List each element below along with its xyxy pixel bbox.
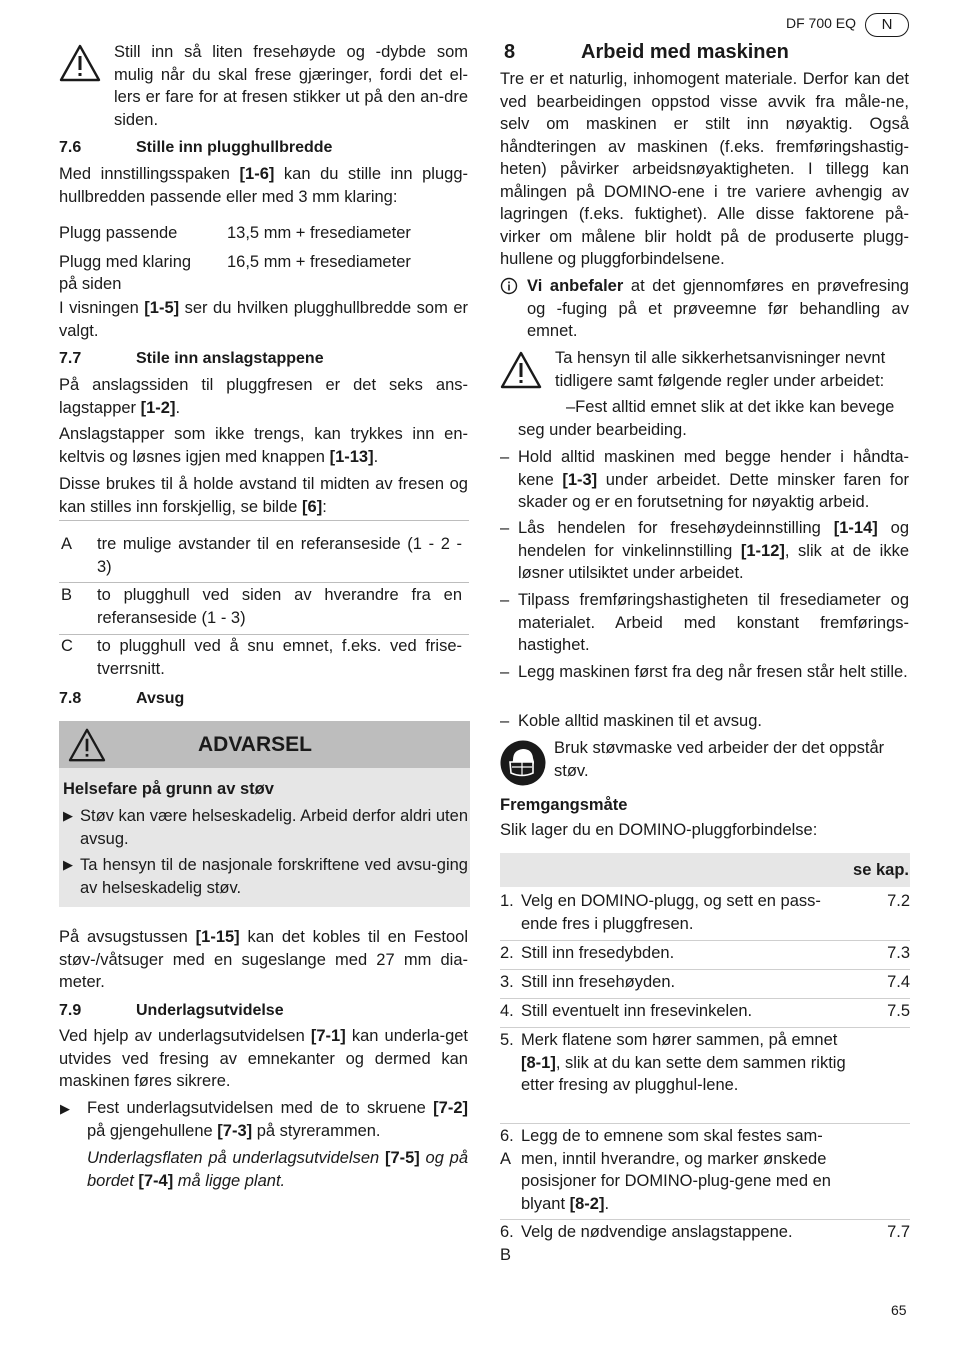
model-label: DF 700 EQ [786, 15, 857, 31]
warning-box [59, 721, 470, 907]
paragraph-7-8: På avsugstussen [1-15] kan det kobles til en Festool støv-/våtsuger med en sugeslange med 27 mm dia-meter. [59, 928, 468, 991]
warning-item: ▶ Støv kan være helseskadelig. Arbeid derfor aldri uten avsug. [63, 807, 468, 848]
spec-value-clearance: 16,5 mm + fresediameter [227, 253, 411, 271]
rule-fasten-workpiece: –Fest alltid emnet slik at det ikke kan bevege seg under bearbeiding. [518, 398, 895, 439]
triangle-bullet-icon: ▶ [63, 857, 73, 872]
warning-title: ADVARSEL [198, 733, 312, 756]
procedure-table-header [500, 853, 910, 887]
procedure-title: Fremgangsmåte [500, 796, 628, 814]
stop-options-table [59, 520, 469, 685]
dust-mask-text: Bruk støvmaske ved arbeider der det oppstår støv. [554, 739, 885, 780]
section-heading-7-6: 7.6 Stille inn plugghullbredde [59, 139, 333, 156]
spec-row-clearance: Plugg med klaring på siden [59, 253, 192, 293]
table-row: A tre mulige avstander til en referanseside (1 - 2 - 3) [59, 533, 469, 583]
paragraph-8-intro: Tre er et naturlig, inhomogent materiale. Derfor kan det ved bearbeidingen oppstod visse avvik fra måle-ne, selv om maskinen er stilt inn nøyaktig. Også håndteringen av maskinen (f.eks. fremføringshastig-heten) påvirker arbeidsnøyaktigheten. I tillegg kan målingen på DOMINO-ene i tre variere avhengig av lagringen (f.eks. fuktighet). Alle disse faktorene på-virker om målene blir holdt på de produserte plugg-hullene og pluggforbindelsene. [500, 70, 909, 268]
language-badge [865, 13, 909, 37]
dust-mask-icon [500, 740, 546, 786]
table-row: 2. Still inn fresedybden. 7.3 [500, 942, 910, 970]
paragraph-7-9: Ved hjelp av underlagsutvidelsen [7-1] kan underla-get utvides ved fresing av emnekanter og dermed kan maskinen føres sikrere. [59, 1027, 469, 1090]
safety-text: Ta hensyn til alle sikkerhetsanvisninger nevnt tidligere samt følgende regler under arbeidet: [555, 349, 886, 390]
table-row: 4. Still eventuelt inn fresevinkelen. 7.5 [500, 1000, 910, 1028]
spec-row-fit: Plugg passende [59, 224, 178, 242]
section-heading-7-9: 7.9 Underlagsutvidelse [59, 1002, 284, 1019]
warning-triangle-icon [68, 728, 106, 762]
table-row: C to plugghull ved å snu emnet, f.eks. ved frise-tverrsnitt. [61, 637, 462, 678]
triangle-bullet-icon: ▶ [60, 1101, 70, 1116]
warning-item: ▶ Ta hensyn til de nasjonale forskriftene ved avsu-ging av helseskadelig støv. [63, 856, 468, 897]
spec-value-fit: 13,5 mm + fresediameter [227, 224, 411, 242]
rule-item: – Legg maskinen først fra deg når fresen står helt stille. [500, 663, 908, 681]
paragraph-7-7-a: På anslagssiden til pluggfresen er det seks ans-lagstapper [1-2]. [59, 376, 468, 417]
procedure-intro: Slik lager du en DOMINO-pluggforbindelse: [500, 821, 818, 839]
table-row: 1. Velg en DOMINO-plugg, og sett en pass-ende fres i pluggfresen. 7.2 [500, 890, 910, 941]
warning-triangle-icon [500, 351, 542, 389]
rule-item: – Koble alltid maskinen til et avsug. [500, 712, 762, 730]
tip-text: Vi anbefaler at det gjennomføres en prøvefresing og -fuging på et prøveemne før behandling av emnet. [527, 277, 909, 340]
info-icon [500, 277, 518, 295]
paragraph-7-7-c: Disse brukes til å holde avstand til midten av fresen og kan stilles inn forskjellig, se bilde [6]: [59, 475, 468, 516]
section-heading-8: 8 Arbeid med maskinen [504, 41, 789, 63]
paragraph-7-7-b: Anslagstapper som ikke trengs, kan trykkes inn en-keltvis og løsnes igjen med knappen [1-13]. [59, 425, 468, 466]
triangle-bullet-icon: ▶ [63, 808, 73, 823]
rule-item: – Lås hendelen for fresehøydeinnstilling [1-14] og hendelen for vinkelinnstilling [1-12], slik at de ikke løsner utilsiktet under arbeidet. [500, 519, 909, 582]
table-row: 6. B Velg de nødvendige anslagstappene. 7.7 [500, 1223, 910, 1264]
paragraph-7-6-intro: Med innstillingsspaken [1-6] kan du stille inn plugg-hullbredden passende eller med 3 mm klaring: [59, 165, 468, 206]
table-row: 5. Merk flatene som hører sammen, på emnet [8-1], slik at du kan sette dem sammen riktig etter fresing av plugghul-lene. [500, 1029, 910, 1124]
chapter-column-header: se kap. [853, 861, 909, 879]
language-code: N [881, 16, 893, 33]
warning-box-header [59, 721, 470, 768]
table-row: 3. Still inn fresehøyden. 7.4 [500, 971, 910, 999]
table-row: 6. A Legg de to emnene som skal festes sam-men, inntil hverandre, og marker ønskede posisjoner for DOMINO-plug-gene med en blyant [8-2]. [500, 1125, 910, 1220]
paragraph-7-6-display: I visningen [1-5] ser du hvilken plugghullbredde som er valgt. [59, 299, 469, 340]
rule-item: – Tilpass fremføringshastigheten til fresediameter og materialet. Arbeid med konstant fremførings-hastighet. [500, 591, 909, 654]
note-flat-surface: Underlagsflaten på underlagsutvidelsen [7-5] og på bordet [7-4] må ligge plant. [87, 1149, 469, 1190]
table-row: B to plugghull ved siden av hverandre fra en referanseside (1 - 3) [59, 583, 469, 635]
warning-text-mitre: Still inn så liten fresehøyde og -dybde som mulig når du skal frese gjæringer, fordi det el-lers er fare for at fresen stikker ut på den an-dre siden. [114, 43, 468, 129]
section-heading-7-7: 7.7 Stile inn anslagstappene [59, 350, 324, 367]
warning-subtitle: Helsefare på grunn av støv [63, 780, 274, 798]
step-mount-extension: Fest underlagsutvidelsen med de to skruene [7-2] på gjengehullene [7-3] på styrerammen. [87, 1099, 468, 1140]
rule-item: – Hold alltid maskinen med begge hender i håndta-kene [1-3] under arbeidet. Dette minsker faren for skader og er en forutsetning for nøyaktig arbeid. [500, 448, 909, 511]
section-heading-7-8: 7.8 Avsug [59, 690, 185, 707]
warning-triangle-icon [59, 44, 101, 82]
page-number: 65 [891, 1302, 907, 1318]
